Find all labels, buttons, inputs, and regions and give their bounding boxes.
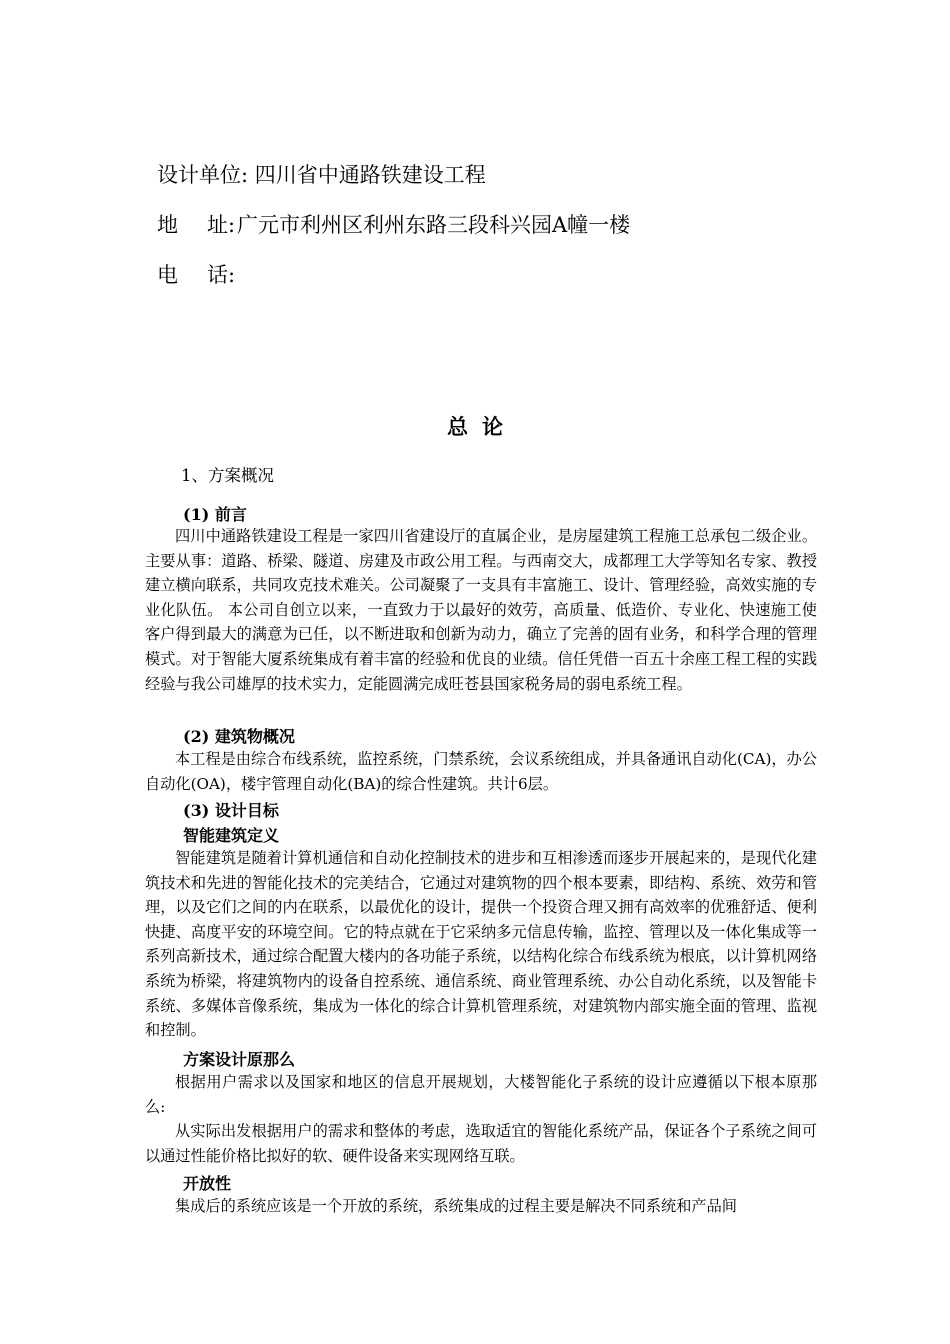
paragraph-text: 根据用户需求以及国家和地区的信息开展规划，大楼智能化子系统的设计应遵循以下根本原那么: bbox=[145, 1073, 817, 1116]
sub-heading-goal: (3) 设计目标 bbox=[183, 801, 279, 820]
paragraph-text: 四川中通路铁建设工程是一家四川省建设厅的直属企业，是房屋建筑工程施工总承包二级企业。主要从事：道路、桥梁、隧道、房建及市政公用工程。与西南交大，成都理工大学等知名专家、教授建立横向联系，共同攻克技术难关。公司凝聚了一支具有丰富施工、设计、管理经验，高效实施的专业化队伍。 本公司自创立以来，一直致力于以最好的效劳，高质量、低造价、专业化、快速施工使客户得到最大的满意为已任，以不断进取和创新为动力，确立了完善的固有业务，和科学合理的管理模式。对于智能大厦系统集成有着丰富的经验和优良的业绩。信任凭借一百五十余座工程工程的实践经验与我公司雄厚的技术实力，定能圆满完成旺苍县国家税务局的弱电系统工程。 bbox=[145, 527, 817, 693]
section-title: 总论 bbox=[447, 414, 517, 439]
sub-heading-principles: 方案设计原那么 bbox=[183, 1050, 296, 1069]
design-unit-value: 四川省中通路铁建设工程 bbox=[254, 163, 486, 187]
sub-heading-definition: 智能建筑定义 bbox=[183, 826, 280, 845]
design-unit-line bbox=[157, 161, 486, 189]
design-unit-label: 设计单位: bbox=[157, 163, 249, 187]
address-label: 地 址: bbox=[157, 213, 236, 237]
paragraph-openness bbox=[145, 1194, 817, 1219]
paragraph-definition bbox=[145, 846, 817, 1043]
address-line bbox=[157, 211, 630, 239]
paragraph-text: 集成后的系统应该是一个开放的系统，系统集成的过程主要是解决不同系统和产品间 bbox=[175, 1197, 737, 1215]
paragraph-text: 本工程是由综合布线系统，监控系统，门禁系统，会议系统组成，并具备通讯自动化(CA)，办公自动化(OA)，楼宇管理自动化(BA)的综合性建筑。共计6层。 bbox=[145, 750, 817, 793]
address-value: 广元市利州区利州东路三段科兴园A幢一楼 bbox=[237, 213, 631, 237]
phone-label: 电 话: bbox=[157, 263, 236, 287]
paragraph-text: 智能建筑是随着计算机通信和自动化控制技术的进步和互相渗透而逐步开展起来的，是现代化建筑技术和先进的智能化技术的完美结合，它通过对建筑物的四个根本要素，即结构、系统、效劳和管理，以及它们之间的内在联系，以最优化的设计，提供一个投资合理又拥有高效率的优雅舒适、便利快捷、高度平安的环境空间。它的特点就在于它采纳多元信息传输，监控、管理以及一体化集成等一系列高新技术，通过综合配置大楼内的各功能子系统，以结构化综合布线系统为根底，以计算机网络系统为桥梁，将建筑物内的设备自控系统、通信系统、商业管理系统、办公自动化系统，以及智能卡系统、多媒体音像系统，集成为一体化的综合计算机管理系统，对建筑物内部实施全面的管理、监视和控制。 bbox=[145, 849, 817, 1040]
phone-line bbox=[157, 261, 267, 289]
paragraph-principles bbox=[145, 1070, 817, 1168]
sub-heading-openness: 开放性 bbox=[183, 1174, 232, 1193]
paragraph-text: 从实际出发根据用户的需求和整体的考虑，选取适宜的智能化系统产品，保证各个子系统之间可以通过性能价格比拟好的软、硬件设备来实现网络互联。 bbox=[145, 1122, 817, 1165]
item-heading-1: 1、方案概况 bbox=[181, 466, 274, 485]
paragraph-building bbox=[145, 747, 817, 796]
sub-heading-preface: (1) 前言 bbox=[183, 505, 247, 524]
sub-heading-building: (2) 建筑物概况 bbox=[183, 727, 295, 746]
paragraph-preface bbox=[145, 524, 817, 696]
